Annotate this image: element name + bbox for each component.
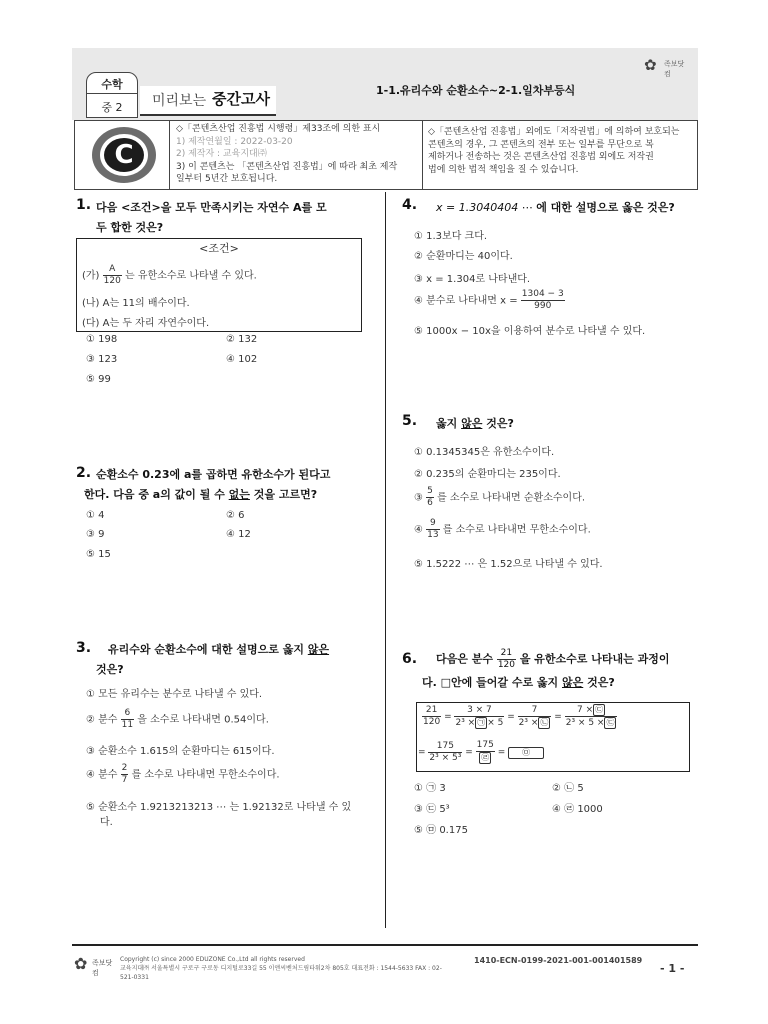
q4-text: 에 대한 설명으로 옳은 것은? (536, 201, 675, 214)
q6-underlined: 않은 (561, 676, 584, 689)
answer-option[interactable]: ⑤ 1000x − 10x을 이용하여 분수로 나타낼 수 있다. (414, 326, 646, 337)
option-text: ③ (414, 492, 423, 504)
answer-option[interactable] (414, 518, 591, 541)
option-text: 다. (100, 817, 113, 828)
option-text: 을 소수로 나타내면 0.54이다. (137, 714, 269, 726)
fraction-numerator: 175 (476, 740, 494, 750)
column-divider (385, 192, 386, 928)
blank-box[interactable]: ㉠ (477, 717, 486, 727)
question-6-line (422, 673, 669, 693)
fraction-denominator: 13 (427, 530, 439, 540)
question-6-line (436, 648, 669, 671)
answer-option[interactable]: ③ x = 1.304로 나타낸다. (414, 274, 531, 285)
fraction (454, 705, 504, 729)
fraction (476, 740, 495, 764)
footer-logo (74, 954, 114, 978)
fraction-denominator: 120 (497, 660, 515, 670)
answer-option[interactable]: ⑤ 99 (86, 374, 111, 385)
equals-sign: = (554, 712, 562, 722)
q2-text: 에 a를 곱하면 유한소수가 된다고 (169, 468, 331, 481)
condition-da: (다) A는 두 자리 자연수이다. (82, 318, 210, 329)
answer-option[interactable] (414, 289, 565, 312)
blank-box[interactable]: ㉣ (481, 753, 490, 762)
answer-option[interactable]: ④ ㉣ 1000 (552, 804, 603, 815)
repeat-digit: 3 (161, 468, 170, 481)
q3-text: 유리수와 순환소수에 대한 설명으로 옳지 (108, 643, 308, 656)
fraction-denominator (565, 717, 618, 729)
question-number: 2. (76, 465, 92, 481)
grade-label: 중 2 (101, 101, 123, 114)
footer-copyright (120, 955, 450, 982)
option-text: 를 소수로 나타내면 무한소수이다. (131, 769, 280, 781)
q6-text: 다음은 분수 (436, 652, 493, 666)
repeat-digit: 2 (154, 468, 162, 481)
q5-underlined: 않은 (461, 417, 483, 430)
answer-option[interactable]: ① 1.3보다 크다. (414, 231, 488, 242)
question-2-line (84, 485, 382, 505)
equals-sign: = (465, 747, 473, 758)
option-text: ② 분수 (86, 714, 118, 726)
answer-option[interactable]: ⑤ 15 (86, 549, 111, 560)
notice-right-line: 제하거나 전송하는 것은 콘텐츠산업 진흥법 외에도 저작권 (428, 152, 654, 162)
answer-option[interactable]: ① 0.1345345은 유한소수이다. (414, 447, 555, 458)
brand-logo-text: 족보닷컴 (664, 60, 685, 78)
q2-underlined: 없는 (228, 488, 250, 501)
condition-ga (82, 264, 257, 287)
fraction (426, 486, 434, 509)
question-1-line: 두 합한 것은? (96, 221, 164, 234)
fraction-numerator (565, 704, 618, 717)
page-title: 중간고사 (212, 90, 270, 108)
question-2-line (96, 465, 382, 485)
question-1-stem (96, 198, 380, 238)
answer-option[interactable]: ① 모든 유리수는 분수로 나타낼 수 있다. (86, 689, 263, 700)
fraction-numerator: 5 (427, 486, 433, 496)
q6-text: 다. □안에 들어갈 수로 옳지 (422, 676, 562, 689)
subject-tab (86, 72, 138, 118)
option-text: ④ 분수 (86, 769, 118, 781)
q4-expression: x = 1.3040404 ⋯ (436, 201, 537, 214)
option-text: ④ 분수로 나타내면 x = (414, 295, 518, 307)
answer-option[interactable] (86, 708, 269, 731)
fraction-numerator: 3 × 7 (454, 705, 504, 717)
question-3-line (108, 640, 382, 660)
notice-left (176, 123, 420, 186)
process-line-2 (418, 740, 544, 764)
fraction-numerator: 6 (121, 708, 134, 720)
fraction-denominator: 120 (423, 717, 441, 727)
fraction-denominator (476, 752, 495, 764)
question-3-stem (96, 640, 382, 680)
blank-box[interactable]: ㉢ (606, 718, 615, 727)
question-number: 5. (402, 413, 418, 429)
tab-divider (87, 93, 137, 94)
answer-option[interactable]: ① 198 (86, 334, 118, 345)
equals-sign: = (507, 712, 515, 722)
condition-na: (나) A는 11의 배수이다. (82, 298, 190, 309)
fraction (103, 264, 122, 287)
equals-sign: = (418, 747, 426, 758)
fraction-numerator: 2 (121, 763, 128, 773)
blank-box[interactable]: ㉡ (540, 717, 549, 727)
fraction-denominator (454, 717, 504, 729)
answer-option[interactable]: ③ 9 (86, 529, 105, 540)
fraction-numerator: A (103, 264, 122, 276)
question-number: 1. (76, 197, 92, 213)
option-text: 를 소수로 나타내면 무한소수이다. (442, 524, 591, 536)
blank-box[interactable]: ㉢ (595, 705, 604, 714)
equals-sign: = (497, 747, 506, 758)
fraction (521, 289, 565, 312)
notice-right-line: ◇「콘텐츠산업 진흥법」외에도「저작권법」에 의하여 보호되는 (428, 127, 680, 137)
answer-option[interactable]: ② 132 (226, 334, 258, 345)
fraction (121, 763, 129, 786)
question-1-line: 다음 <조건>을 모두 만족시키는 자연수 A를 모 (96, 201, 327, 214)
fraction-denominator: 7 (121, 775, 128, 785)
fraction (428, 741, 462, 764)
fraction-numerator: 1304 − 3 (521, 289, 564, 299)
copyright-line: Copyright (c) since 2000 EDUZONE Co.,Ltd all rights reserved (120, 956, 305, 963)
answer-option[interactable]: ⑤ ㉤ 0.175 (414, 825, 468, 836)
answer-option[interactable]: ② 0.235의 순환마디는 235이다. (414, 469, 561, 480)
question-number: 6. (402, 651, 418, 667)
subject-label: 수학 (101, 78, 123, 91)
question-3-line: 것은? (96, 663, 124, 676)
q3-underlined: 않은 (307, 643, 330, 656)
fraction-denominator: 2³ × 5³ (429, 752, 462, 763)
condition-ga-label: (가) (82, 270, 100, 282)
denominator-part: 2³ × 5 × (565, 718, 605, 728)
answer-option[interactable]: ③ ㉢ 5³ (414, 804, 450, 815)
option-text: ⑤ 순환소수 1.9213213213 ⋯ 는 1.92132로 나타낼 수 있 (86, 802, 352, 813)
question-2-stem (84, 465, 382, 505)
fraction-denominator (518, 717, 552, 729)
fraction-denominator: 6 (427, 498, 433, 508)
fraction-numerator: 21 (497, 648, 516, 660)
fraction-numerator: 7 (518, 705, 552, 717)
notice-left-line: 2) 제작자 : 교육지대㈜ (176, 149, 267, 159)
fraction-denominator: 11 (121, 720, 134, 730)
answer-option[interactable]: ③ 순환소수 1.615의 순환마디는 615이다. (86, 746, 275, 757)
answer-option[interactable]: ④ 102 (226, 354, 258, 365)
condition-ga-text: 는 유한소수로 나타낼 수 있다. (125, 270, 257, 282)
answer-option[interactable]: ① 4 (86, 510, 105, 521)
numerator-part: 7 × (577, 705, 594, 715)
denominator-part: 2³ × (518, 717, 539, 728)
address-line: 교육지대㈜ 서울특별시 구로구 구로동 디지털로33길 55 이앤씨벤처드림타워2차 805호 대표전화 : 1544-5633 FAX : 02-521-0331 (120, 965, 442, 981)
fraction (497, 648, 516, 671)
option-text: ④ (414, 524, 423, 536)
footer-logo-icon: ✿ (74, 954, 88, 973)
denominator-part: 2³ × (455, 717, 476, 728)
q6-text: 을 유한소수로 나타내는 과정이 (519, 652, 670, 666)
fraction (518, 705, 552, 729)
answer-option[interactable]: ③ 123 (86, 354, 118, 365)
fraction-numerator: 9 (426, 518, 439, 530)
answer-option[interactable]: ② 6 (226, 510, 245, 521)
question-4-stem (436, 198, 675, 218)
notice-left-line: 일부터 5년간 보호됩니다. (176, 174, 278, 184)
fraction (426, 518, 439, 541)
notice-left-line: ◇「콘텐츠산업 진흥법 시행령」제33조에 의한 표시 (176, 124, 381, 134)
equals-sign: = (444, 712, 452, 722)
answer-option[interactable]: ④ 12 (226, 529, 251, 540)
question-number: 3. (76, 640, 92, 656)
notice-left-line: 3) 이 콘텐츠는 「콘텐츠산업 진흥법」에 따라 최초 제작 (176, 161, 398, 172)
notice-right (428, 126, 696, 176)
answer-option[interactable] (414, 486, 585, 509)
q2-text: 한다. 다음 중 a의 값이 될 수 (84, 488, 229, 501)
fraction-denominator: 990 (534, 301, 552, 311)
notice-right-line: 법에 의한 법적 책임을 질 수 있습니다. (428, 164, 579, 175)
q5-text: 것은? (482, 417, 514, 430)
blank-box[interactable]: ㉤ (508, 747, 544, 759)
footer-rule (72, 944, 698, 946)
answer-option[interactable] (86, 763, 280, 786)
q5-text: 옳지 (436, 417, 462, 430)
condition-title: <조건> (199, 242, 239, 255)
answer-option[interactable] (86, 800, 351, 830)
q2-text: 순환소수 0. (96, 468, 155, 481)
denominator-part: × 5 (487, 717, 504, 728)
fraction-denominator: 120 (103, 276, 121, 286)
footer-logo-text: 족보닷컴 (92, 959, 113, 977)
brand-logo-icon: ✿ (644, 56, 657, 74)
answer-option[interactable]: ⑤ 1.5222 ⋯ 은 1.52으로 나타낼 수 있다. (414, 559, 603, 570)
fraction-numerator: 21 (422, 705, 441, 717)
answer-option[interactable]: ② ㉡ 5 (552, 783, 584, 794)
fraction (121, 708, 134, 731)
notice-right-line: 콘텐츠의 경우, 그 콘텐츠의 전부 또는 일부를 무단으로 복 (428, 139, 654, 150)
fraction (565, 704, 618, 729)
option-text: 를 소수로 나타내면 순환소수이다. (437, 492, 586, 504)
fraction-numerator: 175 (428, 741, 462, 753)
brand-logo (644, 54, 688, 76)
answer-option[interactable]: ② 순환마디는 40이다. (414, 251, 513, 262)
copyright-c-icon: C (104, 138, 144, 172)
notice-divider (422, 120, 423, 190)
answer-option[interactable]: ① ㉠ 3 (414, 783, 446, 794)
q6-text: 것은? (583, 676, 615, 689)
notice-left-line: 1) 제작연월일 : 2022-03-20 (176, 136, 293, 147)
q2-text: 것을 고르면? (249, 488, 318, 501)
process-line-1 (422, 704, 617, 729)
question-number: 4. (402, 197, 418, 213)
fraction (422, 705, 441, 728)
question-5-stem (436, 414, 514, 434)
title-prefix: 미리보는 (152, 93, 207, 109)
document-code: 1410-ECN-0199-2021-001-001401589 (474, 956, 643, 965)
question-6-stem (422, 648, 670, 693)
page-number: - 1 - (660, 962, 685, 975)
unit-range: 1-1.유리수와 순환소수~2-1.일차부등식 (376, 84, 576, 97)
